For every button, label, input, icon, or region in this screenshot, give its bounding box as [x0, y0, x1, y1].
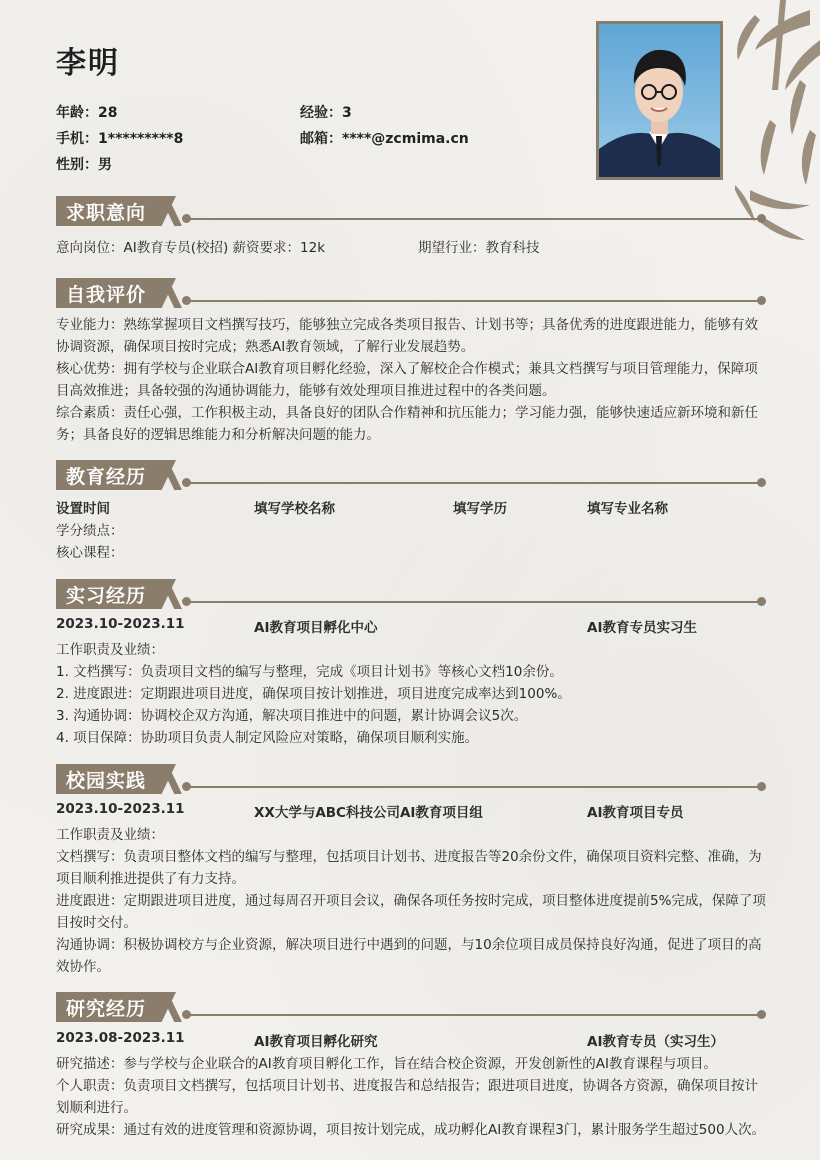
intern-line: 2. 进度跟进：定期跟进项目进度，确保项目按计划推进，项目进度完成率达到100%。: [56, 686, 571, 702]
candidate-name: 李明: [56, 46, 120, 81]
intern-row: [56, 616, 766, 638]
edu-school: 填写学校名称: [254, 501, 335, 517]
research-role: AI教育专员（实习生）: [587, 1034, 724, 1050]
self-evaluation: [56, 314, 766, 446]
age-field: 年龄：28: [56, 105, 118, 121]
gender-field: 性别：男: [56, 157, 112, 173]
edu-time: 设置时间: [56, 501, 110, 517]
campus-org: XX大学与ABC科技公司AI教育项目组: [254, 805, 483, 821]
self-item: 专业能力：熟练掌握项目文档撰写技巧，能够独立完成各类项目报告、计划书等；具备优秀的进度跟进能力，能够有效协调资源，确保项目按时完成；熟悉AI教育领域，了解行业发展趋势。: [56, 317, 758, 355]
campus-line: 文档撰写：负责项目整体文档的编写与整理，包括项目计划书、进度报告等20余份文件，确保项目资料完整、准确，为项目顺利推进提供了有力支持。: [56, 849, 762, 887]
intern-org: AI教育项目孵化中心: [254, 620, 378, 636]
section-self-header: 自我评价: [56, 278, 766, 308]
intent-industry: 期望行业：教育科技: [418, 240, 540, 256]
research-line: 个人职责：负责项目文档撰写，包括项目计划书、进度报告和总结报告；跟进项目进度，协调各方资源，确保项目按计划顺利进行。: [56, 1078, 758, 1116]
intern-role: AI教育专员实习生: [587, 620, 697, 636]
intent-position: 意向岗位：AI教育专员(校招) 薪资要求：12k: [56, 240, 326, 256]
section-intent-header: 求职意向: [56, 196, 766, 226]
intern-line: 工作职责及业绩：: [56, 642, 164, 658]
self-item: 核心优势：拥有学校与企业联合AI教育项目孵化经验，深入了解校企合作模式；兼具文档撰写与项目管理能力，保障项目高效推进；具备较强的沟通协调能力，能够有效处理项目推进过程中的各类问题。: [56, 361, 758, 399]
intent-row: [56, 237, 766, 259]
intern-line: 1. 文档撰写：负责项目文档的编写与整理，完成《项目计划书》等核心文档10余份。: [56, 664, 563, 680]
experience-field: 经验：3: [300, 105, 352, 121]
profile-photo: [596, 21, 723, 180]
section-edu-header: 教育经历: [56, 460, 766, 490]
edu-degree: 填写学历: [453, 501, 507, 517]
email-field: 邮箱：****@zcmima.cn: [300, 131, 469, 147]
campus-date: 2023.10-2023.11: [56, 801, 185, 817]
campus-row: [56, 801, 766, 823]
edu-gpa: 学分绩点：: [56, 523, 124, 539]
self-item: 综合素质：责任心强，工作积极主动，具备良好的团队合作精神和抗压能力；学习能力强，能够快速适应新环境和新任务；具备良好的逻辑思维能力和分析解决问题的能力。: [56, 405, 758, 443]
campus-line: 沟通协调：积极协调校方与企业资源，解决项目进行中遇到的问题，与10余位项目成员保持良好沟通，促进了项目的高效协作。: [56, 937, 762, 975]
research-date: 2023.08-2023.11: [56, 1030, 185, 1046]
research-row: [56, 1030, 766, 1052]
campus-role: AI教育项目专员: [587, 805, 684, 821]
avatar-icon: [599, 24, 720, 177]
campus-details: [56, 824, 766, 978]
edu-details: [56, 520, 766, 564]
intern-line: 3. 沟通协调：协调校企双方沟通，解决项目推进中的问题，累计协调会议5次。: [56, 708, 528, 724]
intern-line: 4. 项目保障：协助项目负责人制定风险应对策略，确保项目顺利实施。: [56, 730, 479, 746]
section-intern-header: 实习经历: [56, 579, 766, 609]
edu-row: [56, 497, 766, 519]
phone-field: 手机：1*********8: [56, 131, 184, 147]
campus-line: 进度跟进：定期跟进项目进度，通过每周召开项目会议，确保各项任务按时完成，项目整体进度提前5%完成，保障了项目按时交付。: [56, 893, 766, 931]
research-details: [56, 1053, 766, 1141]
edu-major: 填写专业名称: [587, 501, 668, 517]
intern-date: 2023.10-2023.11: [56, 616, 185, 632]
edu-courses: 核心课程：: [56, 545, 124, 561]
research-org: AI教育项目孵化研究: [254, 1034, 378, 1050]
intern-details: [56, 639, 766, 749]
research-line: 研究描述：参与学校与企业联合的AI教育项目孵化工作，旨在结合校企资源，开发创新性的AI教育课程与项目。: [56, 1056, 717, 1072]
research-line: 研究成果：通过有效的进度管理和资源协调，项目按计划完成，成功孵化AI教育课程3门，累计服务学生超过500人次。: [56, 1122, 766, 1138]
campus-line: 工作职责及业绩：: [56, 827, 164, 843]
section-campus-header: 校园实践: [56, 764, 766, 794]
section-research-header: 研究经历: [56, 992, 766, 1022]
